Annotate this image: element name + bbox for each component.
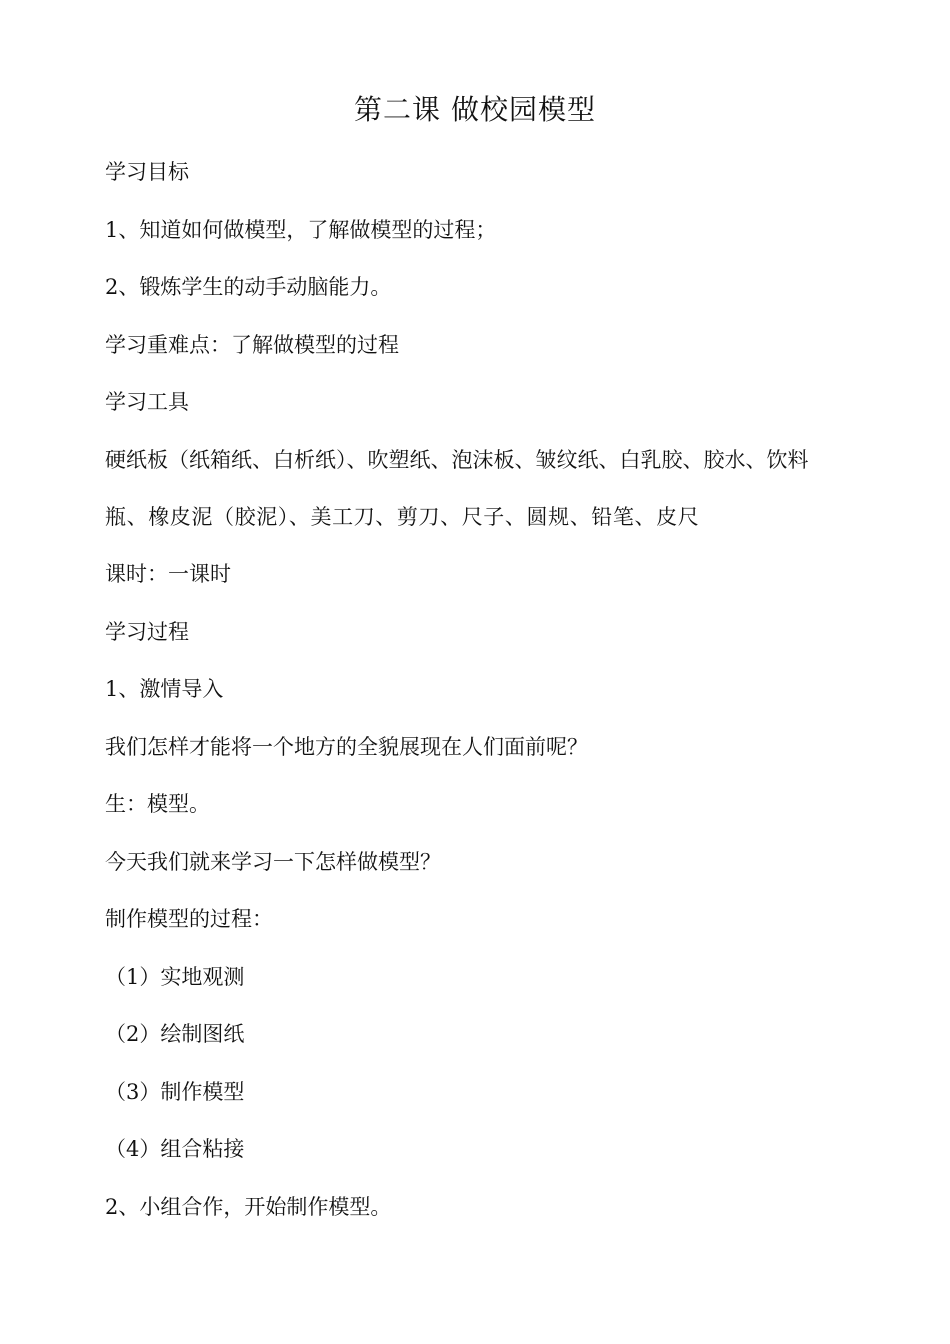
key-difficulty-line: 学习重难点：了解做模型的过程: [105, 333, 399, 357]
tools-list-line-1: 硬纸板（纸箱纸、白析纸）、吹塑纸、泡沫板、皱纹纸、白乳胶、胶水、饮料: [105, 448, 809, 472]
section-heading-tools: 学习工具: [105, 390, 189, 414]
process-step-1-heading: 1、激情导入: [105, 677, 224, 701]
process-step-2-heading: 2、小组合作，开始制作模型。: [105, 1195, 392, 1219]
model-process-heading: 制作模型的过程：: [105, 907, 273, 931]
page-title: 第二课 做校园模型: [354, 93, 596, 126]
section-heading-learning-goals: 学习目标: [105, 160, 189, 184]
model-step-3: （3）制作模型: [105, 1080, 245, 1104]
goal-item-1: 1、知道如何做模型，了解做模型的过程；: [105, 218, 497, 242]
model-step-4: （4）组合粘接: [105, 1137, 245, 1161]
section-heading-process: 学习过程: [105, 620, 189, 644]
teacher-question: 我们怎样才能将一个地方的全貌展现在人们面前呢？: [105, 735, 588, 759]
student-answer: 生：模型。: [105, 792, 210, 816]
class-hours-line: 课时：一课时: [105, 562, 231, 586]
model-step-2: （2）绘制图纸: [105, 1022, 245, 1046]
lesson-intro: 今天我们就来学习一下怎样做模型？: [105, 850, 441, 874]
tools-list-line-2: 瓶、橡皮泥（胶泥）、美工刀、剪刀、尺子、圆规、铅笔、皮尺: [105, 505, 700, 529]
goal-item-2: 2、锻炼学生的动手动脑能力。: [105, 275, 392, 299]
model-step-1: （1）实地观测: [105, 965, 245, 989]
